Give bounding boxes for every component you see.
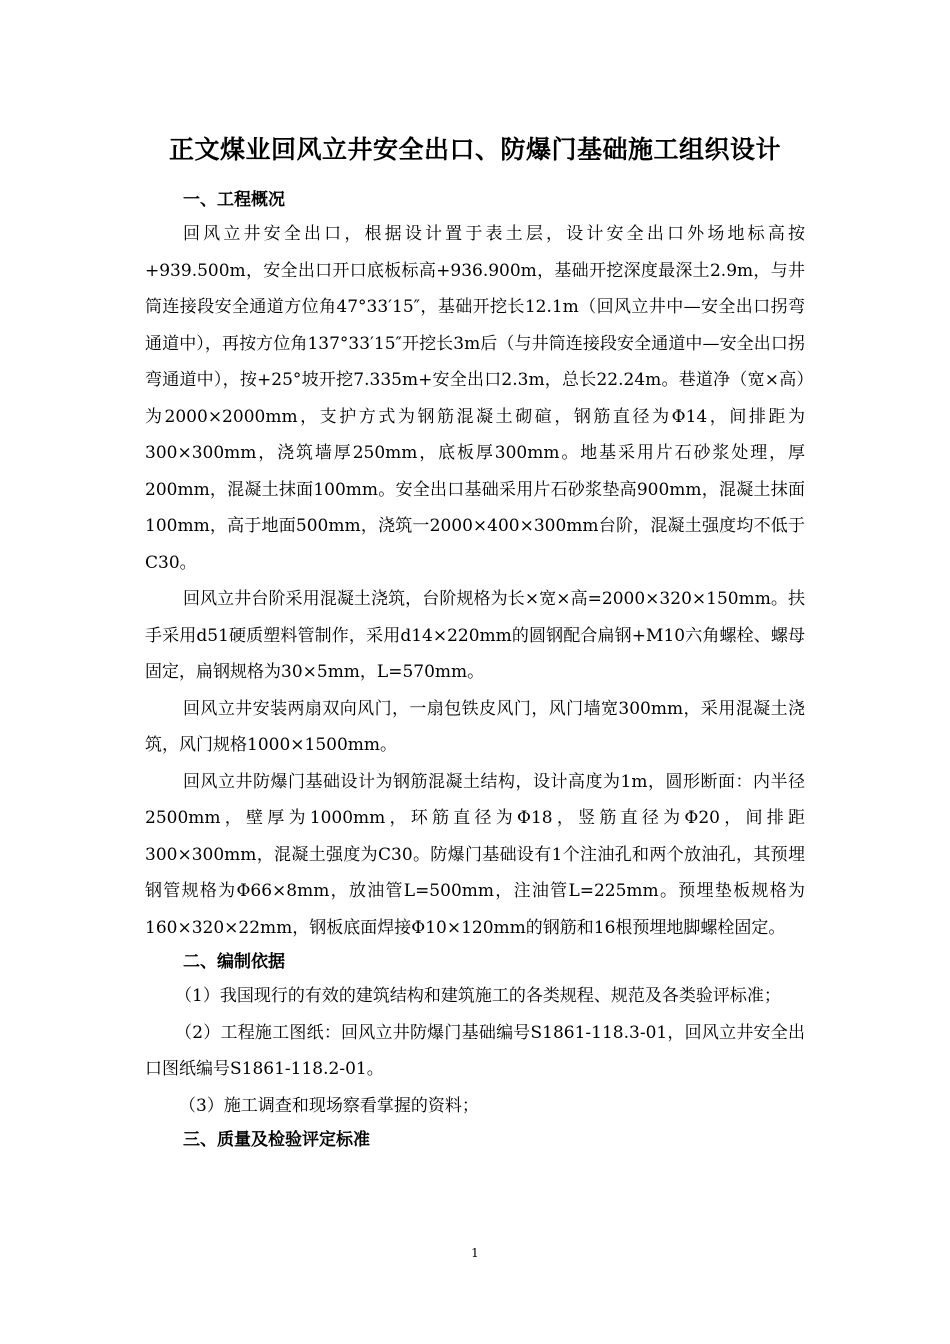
overview-paragraph: 回风立井台阶采用混凝土浇筑，台阶规格为长×宽×高=2000×320×150mm。扶手采用d51硬质塑料管制作，采用d14×220mm的圆钢配合扁钢+M10六角螺栓、螺母固定，扁钢规格为30×5mm，L=570mm。 <box>145 589 805 682</box>
overview-paragraph: 回风立井安全出口，根据设计置于表土层，设计安全出口外场地标高按+939.500m，安全出口开口底板标高+936.900m，基础开挖深度最深土2.9m，与井筒连接段安全通道方位角47°33′15″，基础开挖长12.1m（回风立井中—安全出口拐弯通道中），再按方位角137°33′15″开挖长3m后（与井筒连接段安全通道中—安全出口拐弯通道中），按+25°坡开挖7.335m+安全出口2.3m，总长22.24m。巷道净（宽×高）为2000×2000mm，支护方式为钢筋混凝土砌碹，钢筋直径为Φ14，间排距为300×300mm，浇筑墙厚250mm，底板厚300mm。地基采用片石砂浆处理，厚200mm，混凝土抹面100mm。安全出口基础采用片石砂浆垫高900mm，混凝土抹面100mm，高于地面500mm，浇筑一2000×400×300mm台阶，混凝土强度均不低于C30。 <box>145 224 805 573</box>
basis-item: （1）我国现行的有效的建筑结构和建筑施工的各类规程、规范及各类验评标准； <box>175 986 781 1006</box>
section-heading-overview: 一、工程概况 <box>183 190 285 210</box>
overview-paragraph: 回风立井防爆门基础设计为钢筋混凝土结构，设计高度为1m，圆形断面：内半径2500mm，壁厚为1000mm，环筋直径为Φ18，竖筋直径为Φ20，间排距300×300mm，混凝土强度为C30。防爆门基础设有1个注油孔和两个放油孔，其预埋钢管规格为Φ66×8mm，放油管L=500mm，注油管L=225mm。预埋垫板规格为160×320×22mm，钢板底面焊接Φ10×120mm的钢筋和16根预埋地脚螺栓固定。 <box>145 771 805 938</box>
basis-item: （3）施工调查和现场察看掌握的资料； <box>179 1095 479 1116</box>
overview-paragraph: 回风立井安装两扇双向风门，一扇包铁皮风门，风门墙宽300mm，采用混凝土浇筑，风门规格1000×1500mm。 <box>145 698 805 755</box>
section-heading-basis: 二、编制依据 <box>183 952 285 972</box>
document-body <box>145 184 805 1156</box>
page-number: 1 <box>471 1246 479 1260</box>
basis-item: （2）工程施工图纸：回风立井防爆门基础编号S1861-118.3-01，回风立井安全出口图纸编号S1861-118.2-01。 <box>145 1022 805 1079</box>
document-title: 正文煤业回风立井安全出口、防爆门基础施工组织设计 <box>168 135 781 164</box>
section-heading-quality: 三、质量及检验评定标准 <box>183 1130 370 1150</box>
